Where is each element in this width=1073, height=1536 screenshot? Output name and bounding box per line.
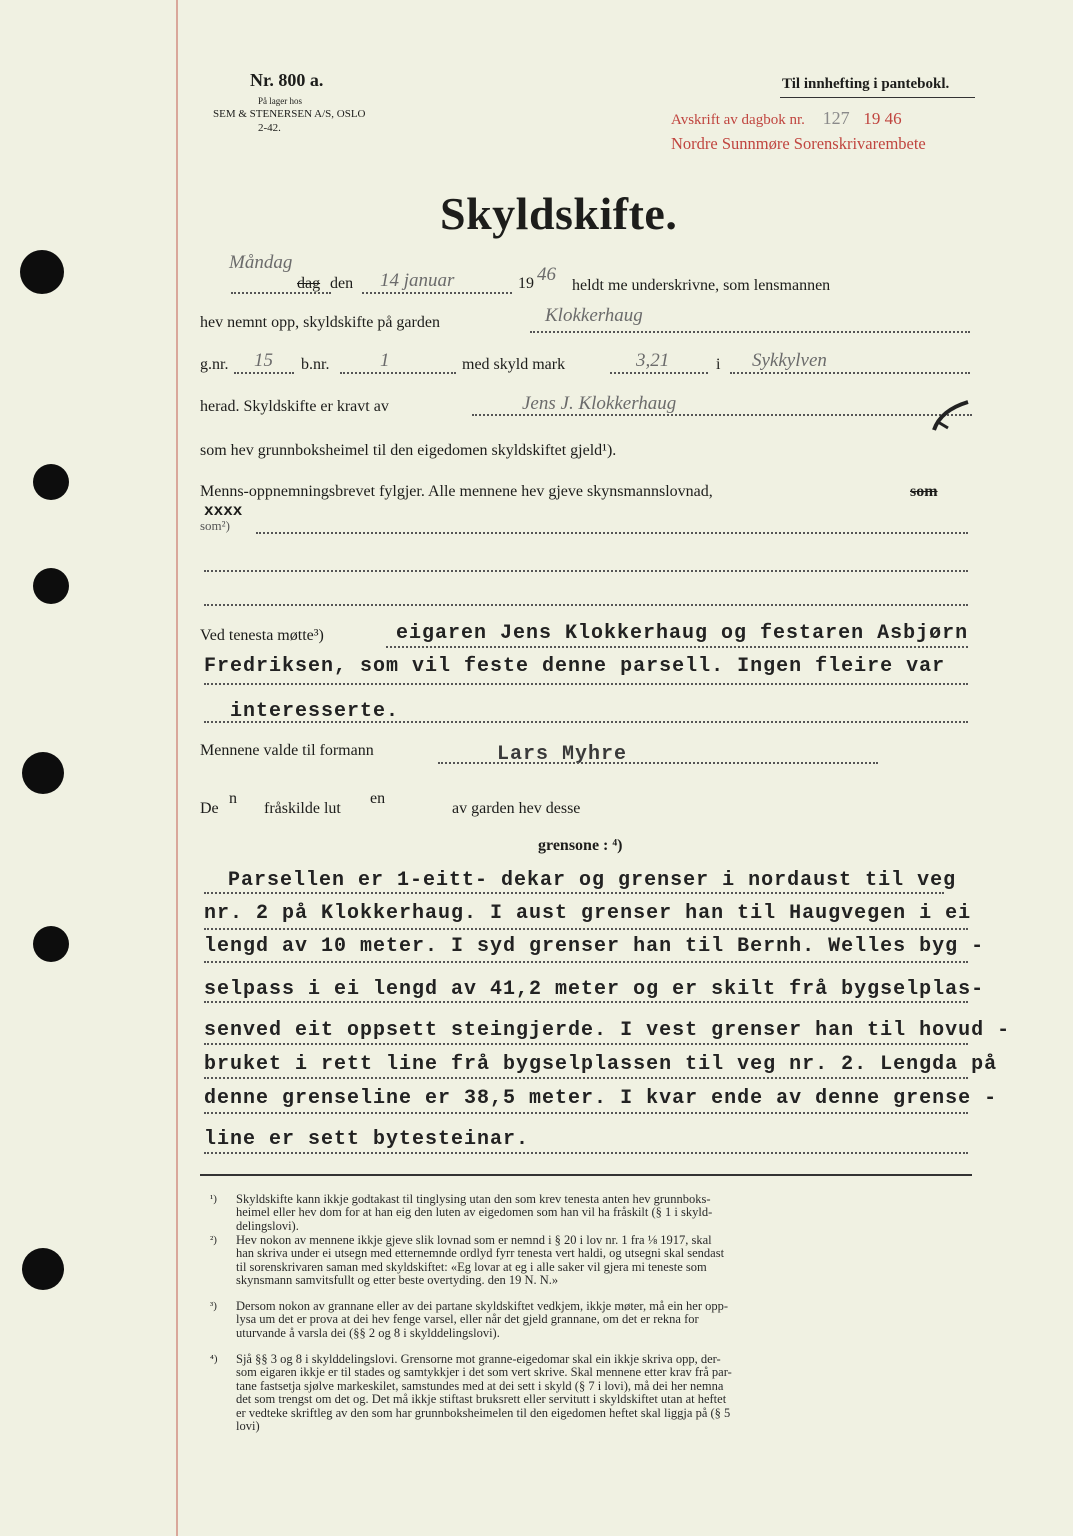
top-right-note: Til innhefting i pantebokl. xyxy=(782,76,950,92)
skyld-value: 3,21 xyxy=(636,350,670,371)
border-line: Parsellen er 1-eitt- dekar og grenser i nordaust til veg xyxy=(228,869,957,892)
lot-rest: av garden hev desse xyxy=(452,800,581,817)
line6-struck: som xyxy=(910,483,938,500)
form-number: Nr. 800 a. xyxy=(250,70,324,90)
bnr-value: 1 xyxy=(380,350,390,371)
binder-hole xyxy=(33,464,69,500)
stamp-number: 127 xyxy=(822,108,850,128)
margin-line xyxy=(176,0,178,1536)
attend-line1: eigaren Jens Klokkerhaug og festaren Asbjørn xyxy=(396,622,969,645)
lot-n: n xyxy=(229,790,237,807)
farm-name: Klokkerhaug xyxy=(545,305,643,326)
handwritten-mark xyxy=(928,396,976,436)
line7-text: som²) xyxy=(200,518,230,533)
page-title: Skyldskifte. xyxy=(440,188,678,239)
binder-hole xyxy=(22,752,64,794)
footnote: Hev nokon av mennene ikkje gjeve slik lovnad som er nemnd i § 20 i lov nr. 1 fra ⅛ 1917, skal han skriva under ei utsegn med etternemnde ordlyd fyrr tenesta vert haldi, og utsegni skal sendast til sorenskrivaren saman med skyldskiftet: «Eg lovar at eg i alle saker vil gjera mi teneste som skynsmann samvitsfullt og etter beste overtyding. den 19 N. N.» xyxy=(236,1233,725,1288)
skyld-label: med skyld mark xyxy=(462,356,566,373)
chair-name: Lars Myhre xyxy=(497,743,628,766)
line5-text: som hev grunnboksheimel til den eigedomen skyldskiftet gjeld¹). xyxy=(200,442,617,459)
publisher-line3: 2-42. xyxy=(258,122,281,134)
gnr-label: g.nr. xyxy=(200,356,229,373)
stamp-year: 19 46 xyxy=(863,109,902,128)
footnote-number: ⁴) xyxy=(210,1353,218,1365)
den-label: den xyxy=(330,275,354,292)
attend-line2: Fredriksen, som vil feste denne parsell. Ingen fleire var xyxy=(204,655,946,678)
weekday: Måndag xyxy=(229,252,293,273)
border-line: line er sett bytesteinar. xyxy=(204,1128,530,1151)
border-line: denne grenseline er 38,5 meter. I kvar ende av denne grense - xyxy=(204,1087,998,1110)
lot-en: en xyxy=(370,790,386,807)
chair-label: Mennene valde til formann xyxy=(200,742,374,759)
date: 14 januar xyxy=(380,270,455,291)
footnote-number: ¹) xyxy=(210,1193,217,1205)
footnote: Sjå §§ 3 og 8 i skylddelingslovi. Grensorne mot granne-eigedomar skal ein ikkje skriva opp, der- som eigaren ikkje er til stades og samtykkjer i det som vert skrive. Skal mennene etter krav frå par- tane fastsetja sjølve markeskilet, samstundes med at dei sett i skyld (§ 7 i lovi), må dei her nemna det som trengst om det og. Det må ikkje stiftast bruksrett eller servitutt i skyldskiftet utan at heftet er vedteke skriftleg av den som har grunnboksheimelen til den eigedomen heftet skal liggja på (§ 5 lovi) xyxy=(236,1352,732,1434)
footnote-number: ³) xyxy=(210,1300,217,1312)
border-line: nr. 2 på Klokkerhaug. I aust grenser han til Haugvegen i ei xyxy=(204,902,972,925)
herad-name: Sykkylven xyxy=(752,350,827,371)
lot-mid: fråskilde lut xyxy=(264,800,341,817)
publisher-line1: På lager hos xyxy=(258,96,302,106)
day-suffix: dag xyxy=(297,275,321,292)
bnr-label: b.nr. xyxy=(301,356,330,373)
line1-rest: heldt me underskrivne, som lensmannen xyxy=(572,277,831,294)
border-label: grensone : ⁴) xyxy=(538,837,623,854)
publisher-line2: SEM & STENERSEN A/S, OSLO xyxy=(213,108,366,120)
footnote-divider xyxy=(200,1174,972,1176)
line7-struck: xxxx xyxy=(204,502,243,520)
line6-text: Menns-oppnemningsbrevet fylgjer. Alle mennene hev gjeve skynsmannslovnad, xyxy=(200,483,713,500)
stamp-line2: Nordre Sunnmøre Sorenskrivarembete xyxy=(671,134,926,153)
footnote: Skyldskifte kann ikkje godtakast til tinglysing utan den som krev tenesta anten hev grunnboks- heimel eller hev dom for at han eig den luten av eigedomen som han vil ha fråskilt (§ 1 i skyld- delingslovi). xyxy=(236,1192,713,1233)
attend-line3: interesserte. xyxy=(230,700,400,723)
year-prefix: 19 xyxy=(518,275,534,292)
requester: Jens J. Klokkerhaug xyxy=(522,393,677,414)
gnr-value: 15 xyxy=(254,350,273,371)
attend-label: Ved tenesta møtte³) xyxy=(200,627,324,644)
stamp-line1 xyxy=(671,108,902,129)
border-line: bruket i rett line frå bygselplassen til veg nr. 2. Lengda på xyxy=(204,1053,998,1076)
year-hand: 46 xyxy=(537,264,556,285)
binder-hole xyxy=(33,568,69,604)
top-right-rule xyxy=(780,97,975,98)
border-line: lengd av 10 meter. I syd grenser han til Bernh. Welles byg - xyxy=(204,935,985,958)
line4-text: herad. Skyldskifte er kravt av xyxy=(200,398,389,415)
line2-text: hev nemnt opp, skyldskifte på garden xyxy=(200,314,440,331)
lot-de: De xyxy=(200,800,219,817)
footnote-number: ²) xyxy=(210,1234,217,1246)
binder-hole xyxy=(20,250,64,294)
binder-hole xyxy=(33,926,69,962)
border-line: selpass i ei lengd av 41,2 meter og er skilt frå bygselplas- xyxy=(204,978,985,1001)
stamp-label: Avskrift av dagbok nr. xyxy=(671,112,805,128)
binder-hole xyxy=(22,1248,64,1290)
footnote: Dersom nokon av grannane eller av dei partane skyldskiftet vedkjem, ikkje møter, må ein her opp- lysa um det er prova at dei hev fenge varsel, eller når det gjeld grannane, om det er rekna for uturvande å varsla dei (§§ 2 og 8 i skylddelingslovi). xyxy=(236,1299,729,1340)
i-label: i xyxy=(716,356,721,373)
border-line: senved eit oppsett steingjerde. I vest grenser han til hovud - xyxy=(204,1019,1011,1042)
